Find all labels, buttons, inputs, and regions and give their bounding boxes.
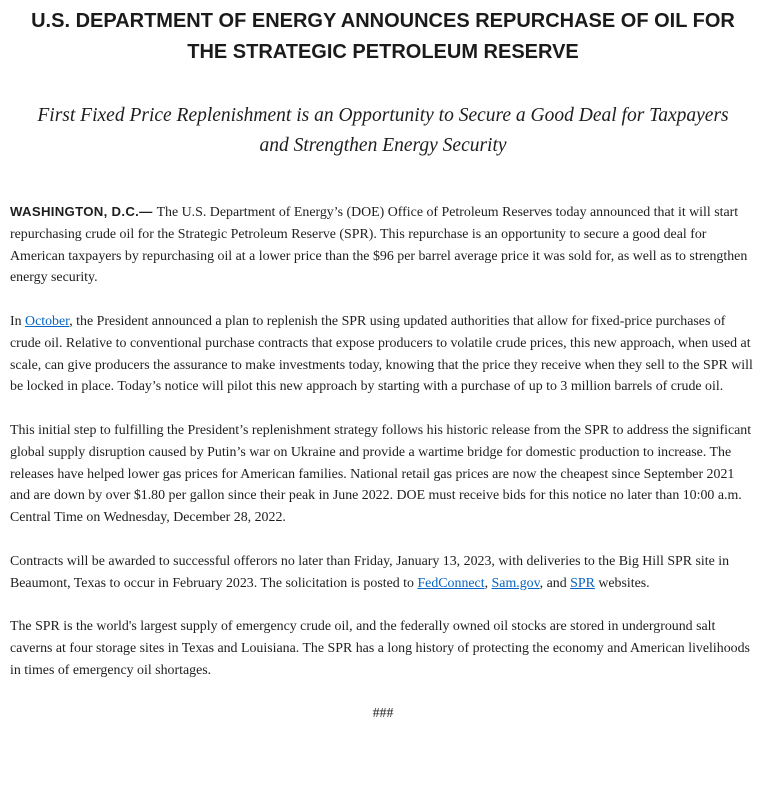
text-segment: This initial step to fulfilling the President’s replenishment strategy follows his historic release from the SPR to address the significant global supply disruption caused by Putin’s war on Ukraine and provide a wartime bridge for domestic production to increase. The releases have helped lower gas prices for American families. National retail gas prices are now the cheapest since September 2021 and are down by over $1.80 per gallon since their peak in June 2022. DOE must receive bids for this notice no later than 10:00 a.m. Central Time on Wednesday, December 28, 2022. (10, 422, 752, 526)
link-october[interactable]: October (25, 313, 70, 329)
text-segment: Contracts will be awarded to successful offerors no later than Friday, January 13, 2023, with deliveries to the Big Hill SPR site in Beaumont, Texas to occur in February 2023. The solicitation is posted to (10, 553, 730, 591)
text-segment: , (484, 575, 492, 591)
paragraph (10, 551, 756, 595)
link-fedconnect[interactable]: FedConnect (417, 575, 485, 591)
text-segment: , the President announced a plan to replenish the SPR using updated authorities that allow for fixed-price purchases of crude oil. Relative to conventional purchase contracts that expose producers to volatile crude prices, this new approach, when used at scale, can give producers the assurance to make investments today, knowing that the price they receive when they sell to the SPR will be locked in place. Today’s notice will pilot this new approach by starting with a purchase of up to 3 million barrels of crude oil. (10, 313, 753, 395)
text-segment: The U.S. Department of Energy’s (DOE) Office of Petroleum Reserves today announced that it will start repurchasing crude oil for the Strategic Petroleum Reserve (SPR). This repurchase is an opportunity to secure a good deal for American taxpayers by repurchasing oil at a lower price than the $96 per barrel average price it was sold for, as well as to strengthen energy security. (10, 205, 748, 286)
paragraph (10, 311, 756, 398)
page-title (10, 6, 756, 68)
paragraph (10, 420, 756, 529)
paragraph (10, 201, 756, 289)
paragraph (10, 616, 756, 681)
subtitle (10, 101, 756, 161)
text-segment: websites. (594, 575, 650, 591)
headline-line-2: THE STRATEGIC PETROLEUM RESERVE (187, 41, 579, 63)
headline-line-1: U.S. DEPARTMENT OF ENERGY ANNOUNCES REPURCHASE OF OIL FOR (31, 10, 735, 32)
text-segment: In (10, 313, 26, 329)
text-segment: The SPR is the world's largest supply of emergency crude oil, and the federally owned oil stocks are stored in underground salt caverns at four storage sites in Texas and Louisiana. The SPR has a long history of protecting the economy and American livelihoods in times of emergency oil shortages. (10, 619, 750, 678)
text-segment: , and (539, 575, 571, 591)
link-spr[interactable]: SPR (570, 575, 595, 591)
dateline: WASHINGTON, D.C.— (10, 204, 157, 219)
subtitle-line-2: and Strengthen Energy Security (259, 135, 507, 156)
link-sam-gov[interactable]: Sam.gov (491, 575, 540, 591)
end-mark: ### (372, 706, 394, 722)
subtitle-line-1: First Fixed Price Replenishment is an Opportunity to Secure a Good Deal for Taxpayers (37, 105, 729, 126)
body-copy (10, 201, 756, 682)
